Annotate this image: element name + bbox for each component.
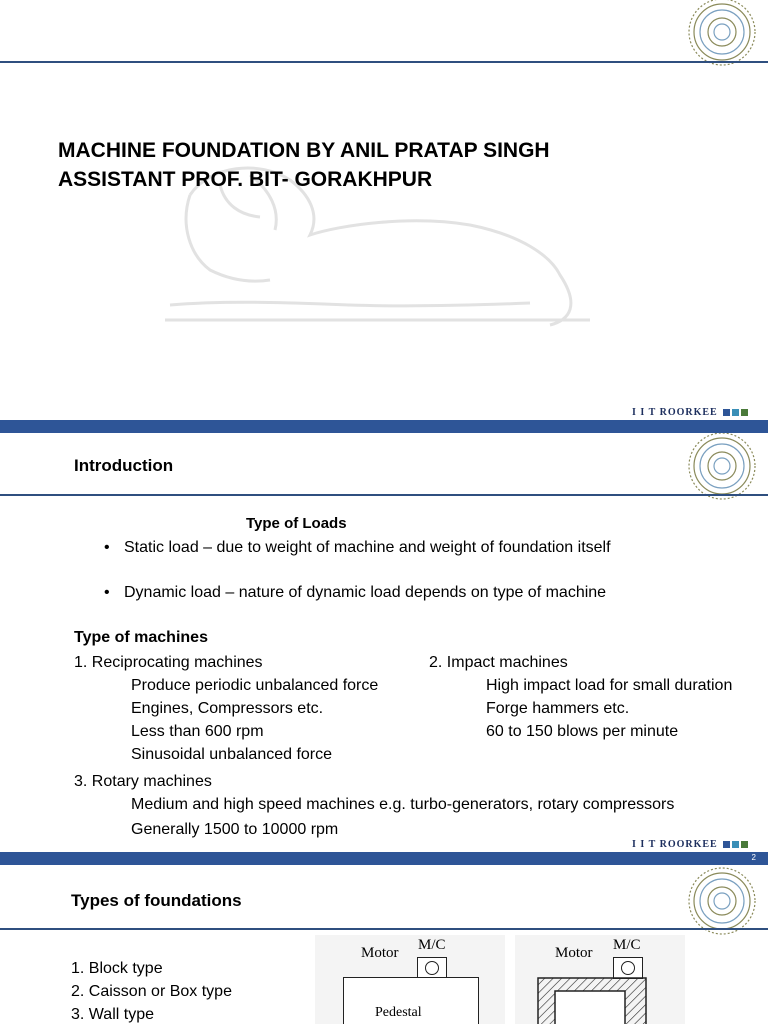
slide-3-heading: Types of foundations [71, 891, 242, 910]
square-blue-icon [723, 841, 730, 848]
footer-brand-text: I I T ROORKEE [632, 407, 718, 418]
machine-box [417, 957, 447, 979]
type-of-machines-heading: Type of machines [74, 629, 208, 646]
impact-line: 60 to 150 blows per minute [486, 723, 679, 740]
reciprocating-line: Sinusoidal unbalanced force [131, 746, 333, 763]
type-of-loads-heading: Type of Loads [246, 515, 347, 532]
page-number: 2 [751, 853, 756, 862]
reciprocating-line: Produce periodic unbalanced force [131, 677, 379, 694]
reciprocating-title: 1. Reciprocating machines [74, 654, 263, 671]
footer-brand [632, 407, 748, 418]
rotary-title: 3. Rotary machines [74, 773, 212, 790]
slide-1-title-line-2: ASSISTANT PROF. BIT- GORAKHPUR [58, 168, 433, 191]
impact-line: Forge hammers etc. [486, 700, 630, 717]
motor-label: Motor [361, 945, 399, 961]
hatched-box-icon [537, 977, 647, 1024]
machine-circle-icon [621, 961, 635, 975]
machine-box [613, 957, 643, 979]
slide-separator-band [0, 420, 768, 433]
mc-label: M/C [418, 937, 446, 953]
pedestal-label: Pedestal [375, 1005, 422, 1020]
slide-1-title-line-1: MACHINE FOUNDATION BY ANIL PRATAP SINGH [58, 139, 550, 162]
square-green-icon [741, 841, 748, 848]
motor-label: Motor [555, 945, 593, 961]
iitr-logo-icon [686, 0, 758, 68]
iitr-logo-icon [686, 865, 758, 937]
iitr-logo-icon [686, 433, 758, 502]
footer-brand [632, 839, 748, 850]
bullet-dynamic-load: • Dynamic load – nature of dynamic load depends on type of machine [124, 581, 606, 604]
header-rule [0, 494, 768, 496]
impact-title: 2. Impact machines [429, 654, 568, 671]
square-teal-icon [732, 409, 739, 416]
slide-2 [0, 433, 768, 852]
block-foundation-diagram [315, 935, 505, 1024]
impact-line: High impact load for small duration [486, 677, 733, 694]
bullet-static-load: • Static load – due to weight of machine and weight of foundation itself [124, 536, 611, 559]
mc-label: M/C [613, 937, 641, 953]
foundation-type-item: 2. Caisson or Box type [71, 983, 232, 1000]
slide-2-heading: Introduction [74, 456, 174, 475]
header-rule [0, 61, 768, 63]
square-teal-icon [732, 841, 739, 848]
foundation-type-item: 3. Wall type [71, 1006, 154, 1023]
reciprocating-line: Engines, Compressors etc. [131, 700, 324, 717]
machine-circle-icon [425, 961, 439, 975]
footer-brand-text: I I T ROORKEE [632, 839, 718, 850]
slide-1 [0, 0, 768, 420]
rotary-line: Medium and high speed machines e.g. turbo-generators, rotary compressors [131, 796, 675, 813]
box-foundation-diagram [515, 935, 685, 1024]
foundation-type-item: 1. Block type [71, 960, 163, 977]
square-blue-icon [723, 409, 730, 416]
pedestal-box [343, 977, 479, 1024]
header-rule [0, 928, 768, 930]
reciprocating-line: Less than 600 rpm [131, 723, 264, 740]
rotary-line: Generally 1500 to 10000 rpm [131, 821, 339, 838]
slide-3 [0, 865, 768, 1024]
square-green-icon [741, 409, 748, 416]
slide-separator-band [0, 852, 768, 865]
